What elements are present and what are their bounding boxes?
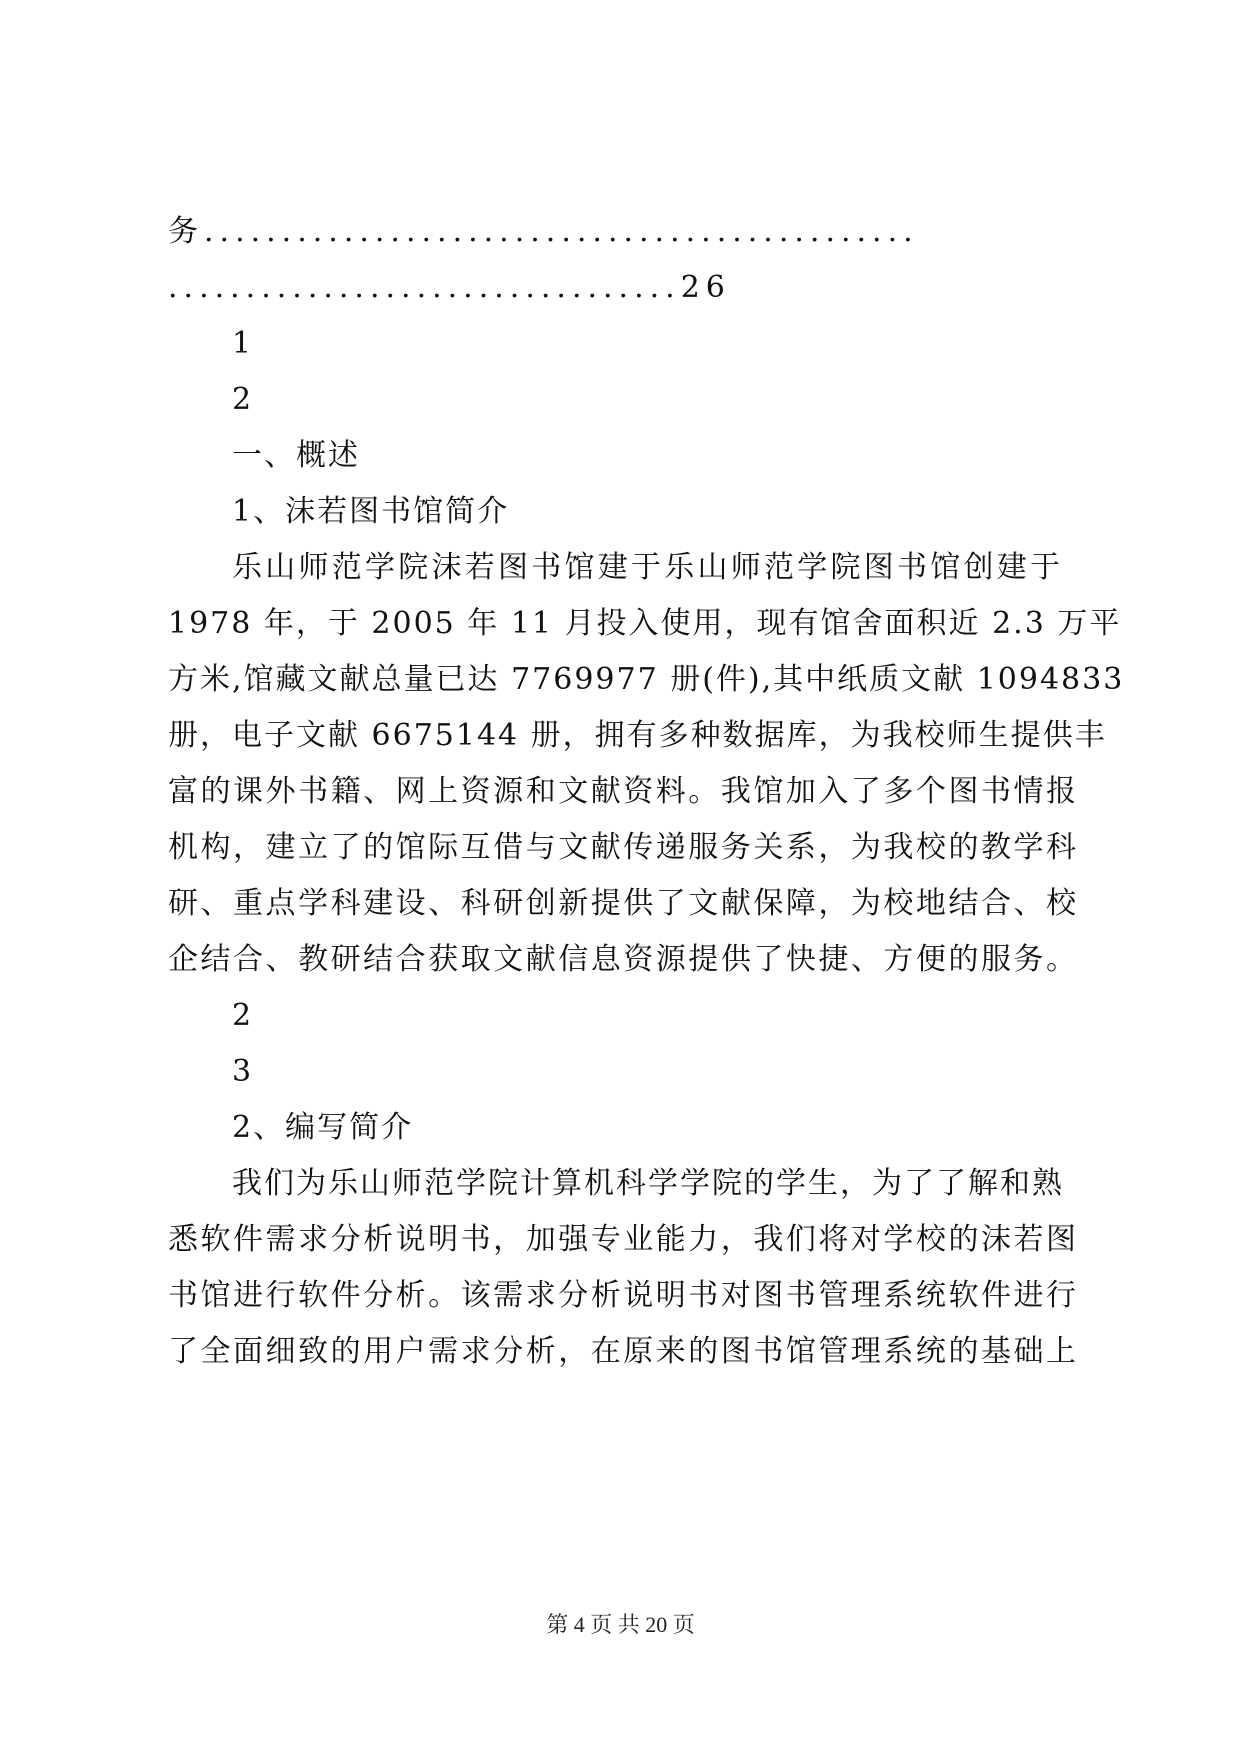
- paragraph-line: 机构，建立了的馆际互借与文献传递服务关系，为我校的教学科: [168, 830, 1078, 865]
- page-footer: 第 4 页 共 20 页: [546, 1612, 695, 1637]
- paragraph-line: 悉软件需求分析说明书，加强专业能力，我们将对学校的沫若图: [168, 1222, 1078, 1257]
- paragraph-line: 书馆进行软件分析。该需求分析说明书对图书管理系统软件进行: [168, 1278, 1078, 1313]
- paragraph-line: 1978 年，于 2005 年 11 月投入使用，现有馆舍面积近 2.3 万平: [168, 606, 1122, 641]
- paragraph-line: 研、重点学科建设、科研创新提供了文献保障，为校地结合、校: [168, 886, 1078, 921]
- paragraph-line: 企结合、教研结合获取文献信息资源提供了快捷、方便的服务。: [168, 942, 1078, 977]
- paragraph-line: 方米,馆藏文献总量已达 7769977 册(件),其中纸质文献 1094833: [168, 662, 1125, 697]
- page-number-marker: 2: [232, 382, 254, 417]
- paragraph-line: 册，电子文献 6675144 册，拥有多种数据库，为我校师生提供丰: [168, 718, 1107, 753]
- subheading-writing-intro: 2、编写简介: [232, 1110, 414, 1145]
- toc-entry-line-2: .................................26: [168, 270, 731, 305]
- paragraph-line: 乐山师范学院沫若图书馆建于乐山师范学院图书馆创建于: [232, 550, 1062, 585]
- page-number-marker: 1: [232, 326, 254, 361]
- toc-entry-line-1: 务..............................................: [168, 214, 919, 249]
- page-number-marker: 2: [232, 998, 254, 1033]
- section-heading-overview: 一、概述: [232, 438, 360, 473]
- page-number-marker: 3: [232, 1054, 254, 1089]
- paragraph-line: 我们为乐山师范学院计算机科学学院的学生，为了了解和熟: [232, 1166, 1064, 1201]
- subheading-library-intro: 1、沫若图书馆简介: [232, 494, 510, 529]
- paragraph-line: 富的课外书籍、网上资源和文献资料。我馆加入了多个图书情报: [168, 774, 1078, 809]
- paragraph-line: 了全面细致的用户需求分析，在原来的图书馆管理系统的基础上: [168, 1334, 1078, 1369]
